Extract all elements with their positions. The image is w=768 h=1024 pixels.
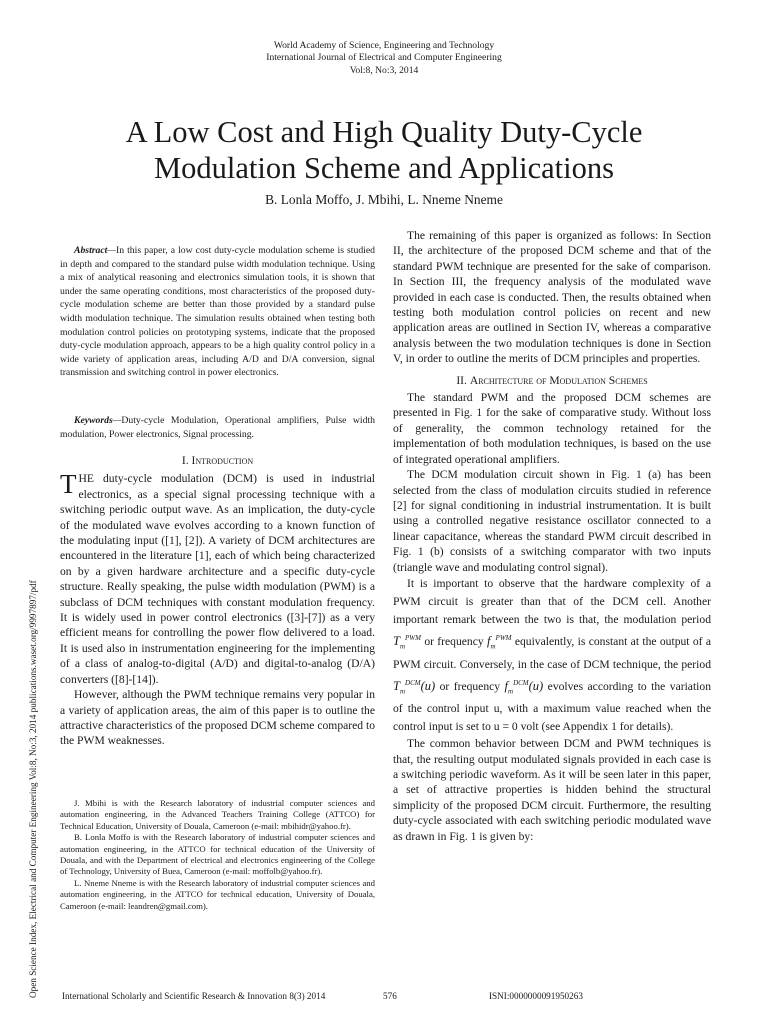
section-2-title: Architecture of Modulation Schemes — [469, 373, 648, 387]
abstract-label: Abstract — [74, 245, 108, 256]
section-1-title: Introduction — [191, 454, 254, 467]
footer-page-number: 576 — [383, 991, 397, 1001]
section-2-paragraph-1: The standard PWM and the proposed DCM schemes are presented in Fig. 1 for the sake of comparative study. Without loss of generality, the common technology retained for the implementation of both modulation techniques, is based on the use of integrated operational amplifiers. — [393, 391, 711, 466]
pwm-period-symbol: $T_m^{PWM}$ — [393, 633, 421, 651]
abstract-text: In this paper, a low cost duty-cycle modulation scheme is studied in depth and compared to the standard pulse width modulation technique. Using a mix of analytical reasoning and electronics simulation tools, it is shown that under the same operating conditions, most characteristics of the proposed duty-cycle modulation scheme are better than those provided by a standard pulse width modulation technique. The simulation results obtained when testing both modulation control policies on prototyping systems, indicate that the proposed duty-cycle modulation approach, appears to be a high quality control policy in a wide variety of application areas, including A/D and D/A conversion, signal transmission and switching control in power electronics. — [60, 245, 375, 379]
journal-header — [0, 40, 768, 77]
header-line-2: International Journal of Electrical and Computer Engineering — [266, 52, 502, 64]
title-line-1: A Low Cost and High Quality Duty-Cycle — [125, 115, 643, 149]
intro-p1-text: HE duty-cycle modulation (DCM) is used in industrial electronics, as a special signal processing technique with a switching periodic output wave. As an implication, the duty-cycle of the modulated wave evolves according to a known function of the modulating input ([1], [2]). A variety of DCM architectures are encountered in the literature [1], each of which being characterized on by a given hardware architecture and a specific duty-cycle structure. Really speaking, the pulse width modulation (PWM) is a subclass of DCM techniques with constant modulation frequency. It is widely used in power control electronics ([3]-[7]) as a very efficient means for controlling the power flow delivered to a load. It is used also in instrumentation engineering for the implementing of a class of analog-to-digital (A/D) and digital-to-analog (D/A) converters ([8]-[14]). — [60, 472, 375, 686]
organization-paragraph: The remaining of this paper is organized as follows: In Section II, the architecture of the proposed DCM scheme and that of the standard PWM technique are presented for the sake of comparison. In Section III, the frequency analysis of the modulated wave provided in each case is conducted. Then, the results obtained when testing both modulation control policies on recent and new application areas are outlined in Section IV, whereas a comparative analysis between the two modulation techniques is done in Section V, in order to outline the merits of DCM principles and properties. — [393, 229, 711, 366]
header-line-3: Vol:8, No:3, 2014 — [349, 64, 419, 76]
side-note: Open Science Index, Electrical and Computer Engineering Vol:8, No:3, 2014 publications.waset.org/9997897/pdf — [28, 580, 38, 998]
footnote-2: B. Lonla Moffo is with the Research laboratory of industrial computer sciences and automation engineering, in the ATTCO for technical education of the University of Douala, and with the Department of electrical and electronics engineering of the College of Technology, University of Buea, Cameroon (e-mail: moffolb@yahoo.fr). — [60, 832, 375, 877]
section-1-number: I. — [181, 454, 189, 467]
footnote-1: J. Mbihi is with the Research laboratory of industrial computer sciences and automation engineering, in the Advanced Teachers Training College (ATTCO) for Technical Education, University of Douala, Cameroon (e-mail: mbihidr@yahoo.fr). — [60, 798, 375, 831]
paper-title — [60, 114, 708, 186]
footer-isni: ISNI:0000000091950263 — [489, 991, 583, 1001]
section-2-number: II. — [456, 373, 467, 387]
pwm-frequency-symbol: $f_m^{PWM}$ — [487, 633, 512, 651]
footnotes — [60, 798, 375, 912]
abstract — [60, 244, 375, 380]
footnote-3: L. Nneme Nneme is with the Research laboratory of industrial computer sciences and automation engineering, in the ATTCO for technical education, University of Douala, Cameroon (e-mail: leandren@gmail.com). — [60, 877, 375, 911]
section-1-heading — [60, 453, 375, 468]
keywords-text: Duty-cycle Modulation, Operational amplifiers, Pulse width modulation, Power electronics, Signal processing. — [60, 415, 375, 440]
footer-journal: International Scholarly and Scientific Research & Innovation 8(3) 2014 — [62, 991, 326, 1001]
authors: B. Lonla Moffo, J. Mbihi, L. Nneme Nneme — [265, 192, 503, 207]
intro-paragraph-2: However, although the PWM technique remains very popular in a variety of application areas, the aim of this paper is to outline the attractive characteristics of the proposed DCM scheme compared to the PWM weaknesses. — [60, 688, 375, 748]
intro-paragraph-1 — [60, 471, 375, 687]
dcm-period-symbol: $T_m^{DCM}(u)$ — [393, 678, 436, 696]
right-column — [393, 228, 711, 844]
keywords — [60, 414, 375, 441]
abstract-dash: — — [107, 245, 116, 256]
header-line-1: World Academy of Science, Engineering and Technology — [273, 40, 495, 51]
left-column — [60, 453, 375, 749]
keywords-dash: — — [112, 415, 122, 426]
drop-cap: T — [60, 469, 77, 500]
section-2-paragraph-3: It is important to observe that the hardware complexity of a PWM circuit is greater than that of the DCM cell. Another important remark between the two is that, the modulation period $T_m^{PWM}$ or frequency $f_m^{PWM}$ equivalently, is constant at the output of a PWM circuit. Conversely, in the case of DCM technique, the period $T_m^{DCM}(u)$ or frequency $f_m^{DCM}(u)$ evolves according to the variation of the control input u, with a maximum value reached when the control input is set to u = 0 volt (see Appendix 1 for details). — [393, 576, 711, 734]
section-2-heading — [393, 373, 711, 388]
section-2-paragraph-2: The DCM modulation circuit shown in Fig. 1 (a) has been selected from the class of modulation circuits studied in reference [2] for signal conditioning in industrial instrumentation. It is built using a controlled negative resistance oscillator connected to a linear capacitance, whereas the standard PWM circuit described in Fig. 1 (b) consists of a switching comparator with two inputs (triangle wave and modulating control signal). — [393, 468, 711, 574]
keywords-label: Keywords — [74, 415, 113, 426]
title-line-2: Modulation Scheme and Applications — [154, 151, 614, 185]
section-2-paragraph-4: The common behavior between DCM and PWM techniques is that, the resulting output modulated signals provided in each case is a switching periodic waveform. As it will be seen later in this paper, a set of attractive properties is hidden behind the structural simplicity of the proposed DCM circuit. Furthermore, the resulting duty-cycle associated with each switching periodic modulated wave as drawn in Fig. 1 is given by: — [393, 737, 711, 843]
dcm-frequency-symbol: $f_m^{DCM}(u)$ — [504, 678, 544, 696]
